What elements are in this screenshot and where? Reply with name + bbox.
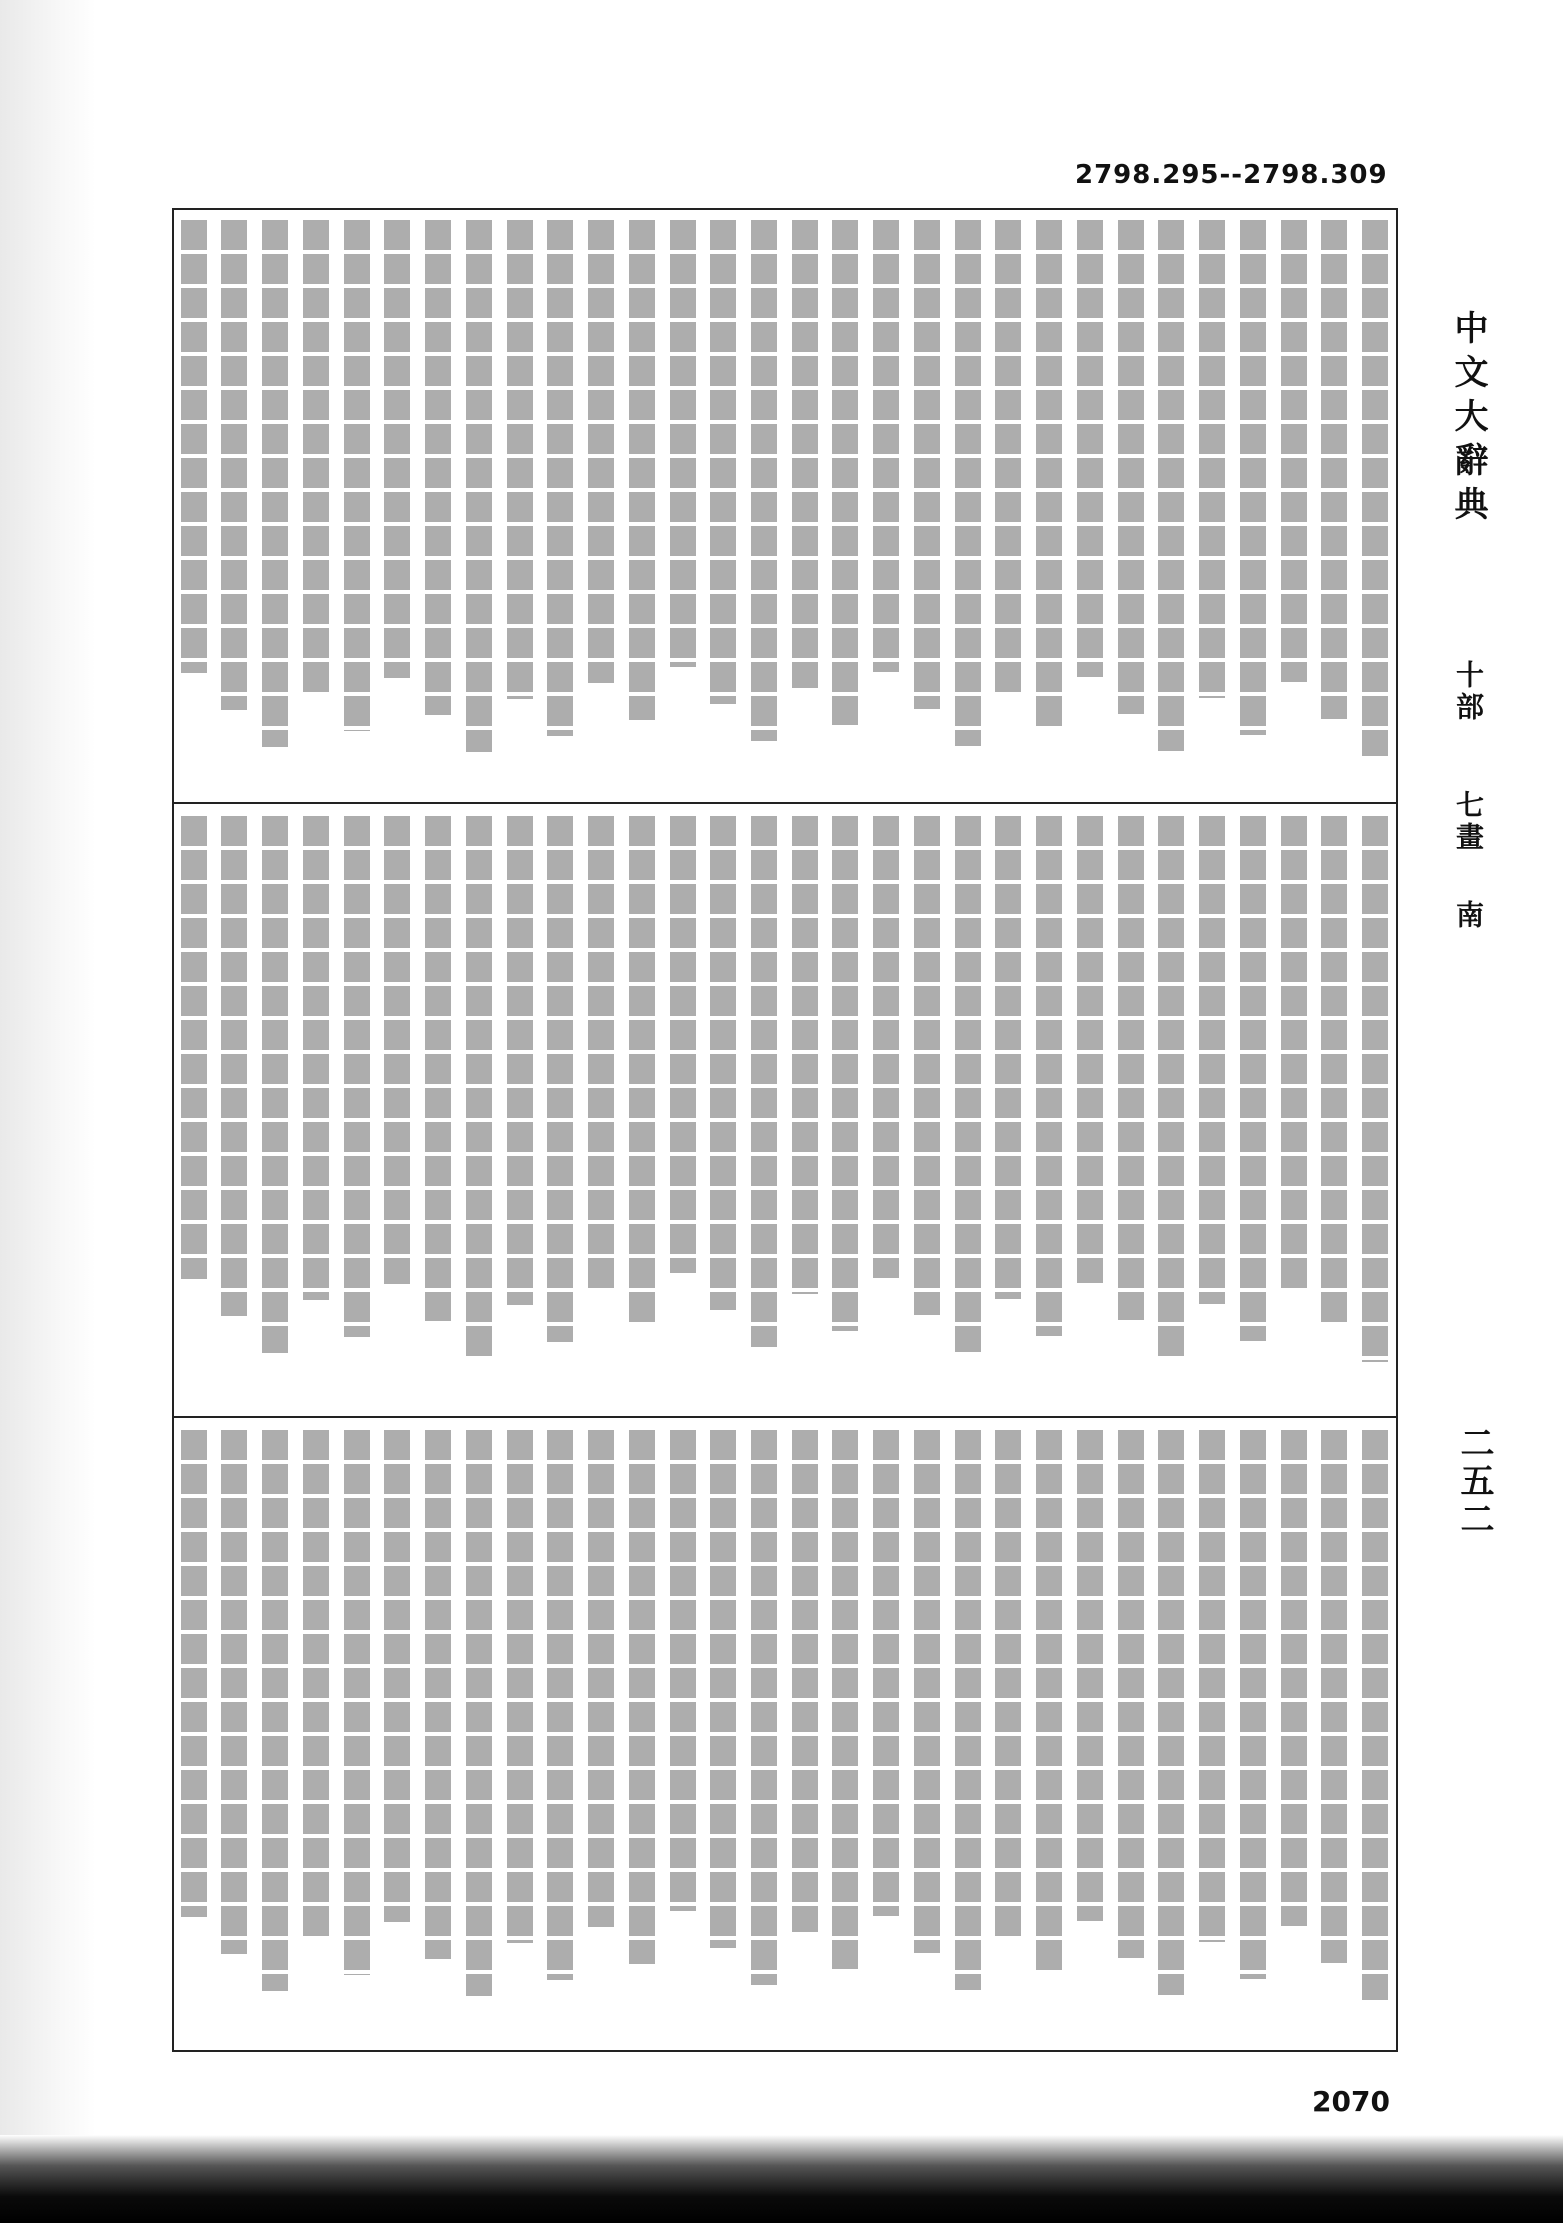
text-column: [1240, 220, 1266, 735]
text-column: [262, 220, 288, 747]
text-column: [914, 220, 940, 709]
band-divider-upper: [174, 802, 1396, 804]
text-column: [995, 816, 1021, 1299]
text-column: [1199, 1430, 1225, 1942]
text-column: [751, 1430, 777, 1985]
text-column: [507, 220, 533, 699]
text-column: [344, 1430, 370, 1975]
running-header: [1440, 310, 1500, 1560]
text-column: [670, 816, 696, 1273]
text-band-middle: [174, 806, 1396, 1406]
text-band-top: [174, 210, 1396, 800]
text-column: [955, 816, 981, 1352]
text-column: [588, 816, 614, 1289]
text-column: [1199, 220, 1225, 698]
dictionary-title: 中文大辭典: [1448, 310, 1488, 530]
text-column: [1321, 1430, 1347, 1963]
text-column: [914, 1430, 940, 1953]
text-column: [670, 1430, 696, 1911]
text-column: [792, 220, 818, 688]
text-column: [262, 816, 288, 1353]
text-column: [751, 220, 777, 741]
text-column: [1118, 220, 1144, 714]
page-number: 2070: [1312, 2085, 1390, 2118]
text-column: [384, 220, 410, 678]
scan-edge-bottom: [0, 2135, 1563, 2223]
text-column: [710, 816, 736, 1310]
text-column: [303, 816, 329, 1300]
scan-edge-left: [0, 0, 96, 2223]
text-column: [466, 220, 492, 752]
text-column: [221, 1430, 247, 1954]
text-column: [710, 1430, 736, 1948]
text-column: [425, 1430, 451, 1959]
text-column: [425, 816, 451, 1321]
text-column: [181, 816, 207, 1279]
text-column: [1118, 1430, 1144, 1958]
text-column: [1158, 816, 1184, 1357]
text-column: [629, 220, 655, 720]
text-column: [995, 220, 1021, 693]
text-column: [873, 220, 899, 672]
text-column: [1281, 816, 1307, 1288]
text-column: [466, 816, 492, 1358]
text-column: [507, 816, 533, 1305]
text-column: [751, 816, 777, 1347]
text-column: [547, 816, 573, 1342]
text-column: [955, 1430, 981, 1990]
text-column: [384, 816, 410, 1284]
text-column: [1240, 1430, 1266, 1979]
entry-range: 2798.295--2798.309: [1075, 160, 1388, 190]
text-column: [873, 1430, 899, 1916]
text-column: [303, 220, 329, 694]
text-column: [181, 220, 207, 673]
text-column: [384, 1430, 410, 1922]
text-column: [1199, 816, 1225, 1304]
section-page-number: 二五二: [1454, 1425, 1494, 1539]
band-divider-lower: [174, 1416, 1396, 1418]
text-column: [1362, 816, 1388, 1362]
text-column: [792, 816, 818, 1294]
text-column: [1281, 220, 1307, 682]
text-column: [832, 220, 858, 725]
text-column: [1240, 816, 1266, 1341]
head-character: 南: [1452, 900, 1485, 928]
text-column: [710, 220, 736, 704]
text-column: [1158, 1430, 1184, 1995]
text-column: [262, 1430, 288, 1991]
text-column: [466, 1430, 492, 1996]
text-column: [629, 1430, 655, 1964]
text-column: [1077, 816, 1103, 1283]
text-column: [1036, 816, 1062, 1336]
text-column: [1362, 220, 1388, 756]
text-column: [1118, 816, 1144, 1320]
text-column: [832, 1430, 858, 1969]
text-column: [1362, 1430, 1388, 2000]
text-column: [344, 220, 370, 731]
text-column: [221, 816, 247, 1316]
text-frame: [172, 208, 1398, 2052]
text-column: [588, 220, 614, 683]
text-column: [303, 1430, 329, 1938]
text-column: [995, 1430, 1021, 1937]
text-column: [832, 816, 858, 1331]
text-column: [1077, 220, 1103, 677]
stroke-count-label: 七畫: [1452, 790, 1485, 854]
text-column: [1077, 1430, 1103, 1921]
text-column: [1158, 220, 1184, 751]
text-column: [547, 220, 573, 736]
text-column: [955, 220, 981, 746]
text-column: [1036, 1430, 1062, 1974]
text-column: [181, 1430, 207, 1917]
text-column: [670, 220, 696, 667]
text-column: [914, 816, 940, 1315]
text-column: [547, 1430, 573, 1980]
text-column: [1321, 220, 1347, 719]
text-column: [1321, 816, 1347, 1325]
text-column: [1281, 1430, 1307, 1926]
text-column: [221, 220, 247, 710]
text-column: [588, 1430, 614, 1927]
text-column: [873, 816, 899, 1278]
text-column: [344, 816, 370, 1337]
text-column: [507, 1430, 533, 1943]
text-column: [792, 1430, 818, 1932]
radical-label: 十部: [1452, 660, 1485, 724]
text-column: [1036, 220, 1062, 730]
text-column: [629, 816, 655, 1326]
text-band-bottom: [174, 1420, 1396, 2045]
text-column: [425, 220, 451, 715]
